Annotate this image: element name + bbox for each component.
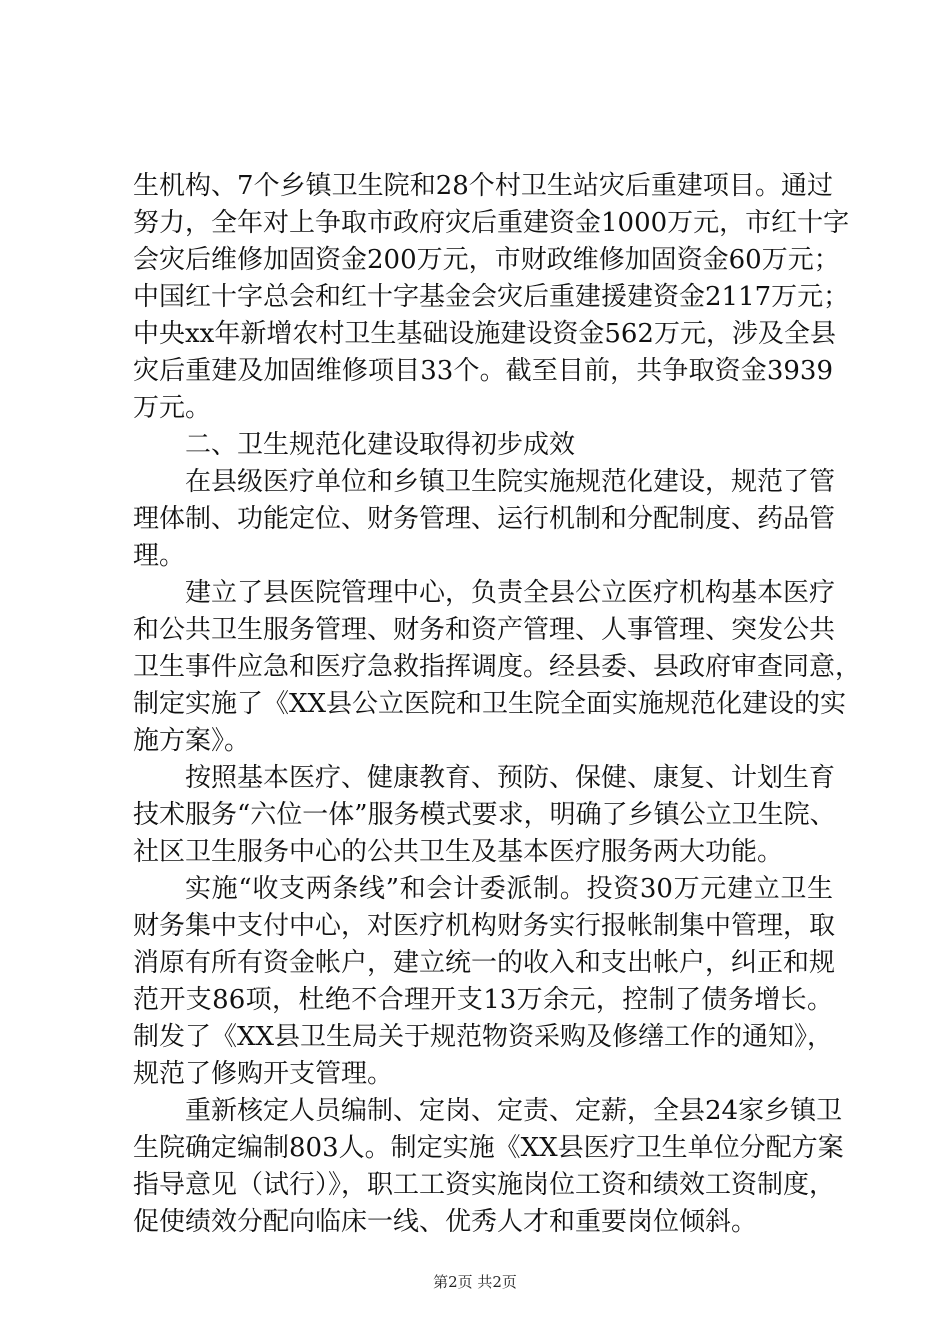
text-line: 社区卫生服务中心的公共卫生及基本医疗服务两大功能。 (133, 837, 784, 867)
text-line: 和公共卫生服务管理、财务和资产管理、人事管理、突发公共 (133, 615, 836, 645)
text-line: 二、卫生规范化建设取得初步成效 (185, 430, 576, 460)
text-line: 灾后重建及加固维修项目33个。截至目前，共争取资金3939 (133, 356, 833, 386)
text-line: 在县级医疗单位和乡镇卫生院实施规范化建设，规范了管 (185, 467, 836, 497)
text-line: 消原有所有资金帐户，建立统一的收入和支出帐户，纠正和规 (133, 948, 836, 978)
text-line: 实施“收支两条线”和会计委派制。投资30万元建立卫生 (185, 874, 833, 904)
text-line: 促使绩效分配向临床一线、优秀人才和重要岗位倾斜。 (133, 1207, 758, 1237)
page-footer: 第2页 共2页 (433, 1273, 517, 1291)
text-line: 施方案》。 (133, 726, 251, 756)
text-line: 制定实施了《XX县公立医院和卫生院全面实施规范化建设的实 (133, 689, 847, 719)
text-line: 技术服务“六位一体”服务模式要求，明确了乡镇公立卫生院、 (133, 800, 836, 830)
text-line: 生院确定编制803人。制定实施《XX县医疗卫生单位分配方案 (133, 1133, 844, 1163)
text-line: 按照基本医疗、健康教育、预防、保健、康复、计划生育 (185, 763, 836, 793)
text-line: 中央xx年新增农村卫生基础设施建设资金562万元，涉及全县 (133, 319, 836, 349)
text-line: 万元。 (133, 393, 212, 423)
text-line: 财务集中支付中心，对医疗机构财务实行报帐制集中管理，取 (133, 911, 836, 941)
text-line: 卫生事件应急和医疗急救指挥调度。经县委、县政府审查同意， (133, 652, 862, 682)
text-line: 生机构、7个乡镇卫生院和28个村卫生站灾后重建项目。通过 (133, 171, 833, 201)
text-line: 规范了修购开支管理。 (133, 1059, 394, 1089)
text-line: 制发了《XX县卫生局关于规范物资采购及修缮工作的通知》， (133, 1022, 834, 1052)
text-line: 理体制、功能定位、财务管理、运行机制和分配制度、药品管 (133, 504, 836, 534)
text-line: 范开支86项，杜绝不合理开支13万余元，控制了债务增长。 (133, 985, 833, 1015)
text-line: 重新核定人员编制、定岗、定责、定薪，全县24家乡镇卫 (185, 1096, 843, 1126)
document-body (133, 168, 862, 1241)
text-line: 努力，全年对上争取市政府灾后重建资金1000万元，市红十字 (133, 208, 850, 238)
text-line: 会灾后维修加固资金200万元，市财政维修加固资金60万元； (133, 245, 840, 275)
text-line: 指导意见（试行）》，职工工资实施岗位工资和绩效工资制度， (133, 1170, 836, 1200)
text-line: 中国红十字总会和红十字基金会灾后重建援建资金2117万元； (133, 282, 850, 312)
text-line: 理。 (133, 541, 186, 571)
text-line: 建立了县医院管理中心，负责全县公立医疗机构基本医疗 (185, 578, 836, 608)
